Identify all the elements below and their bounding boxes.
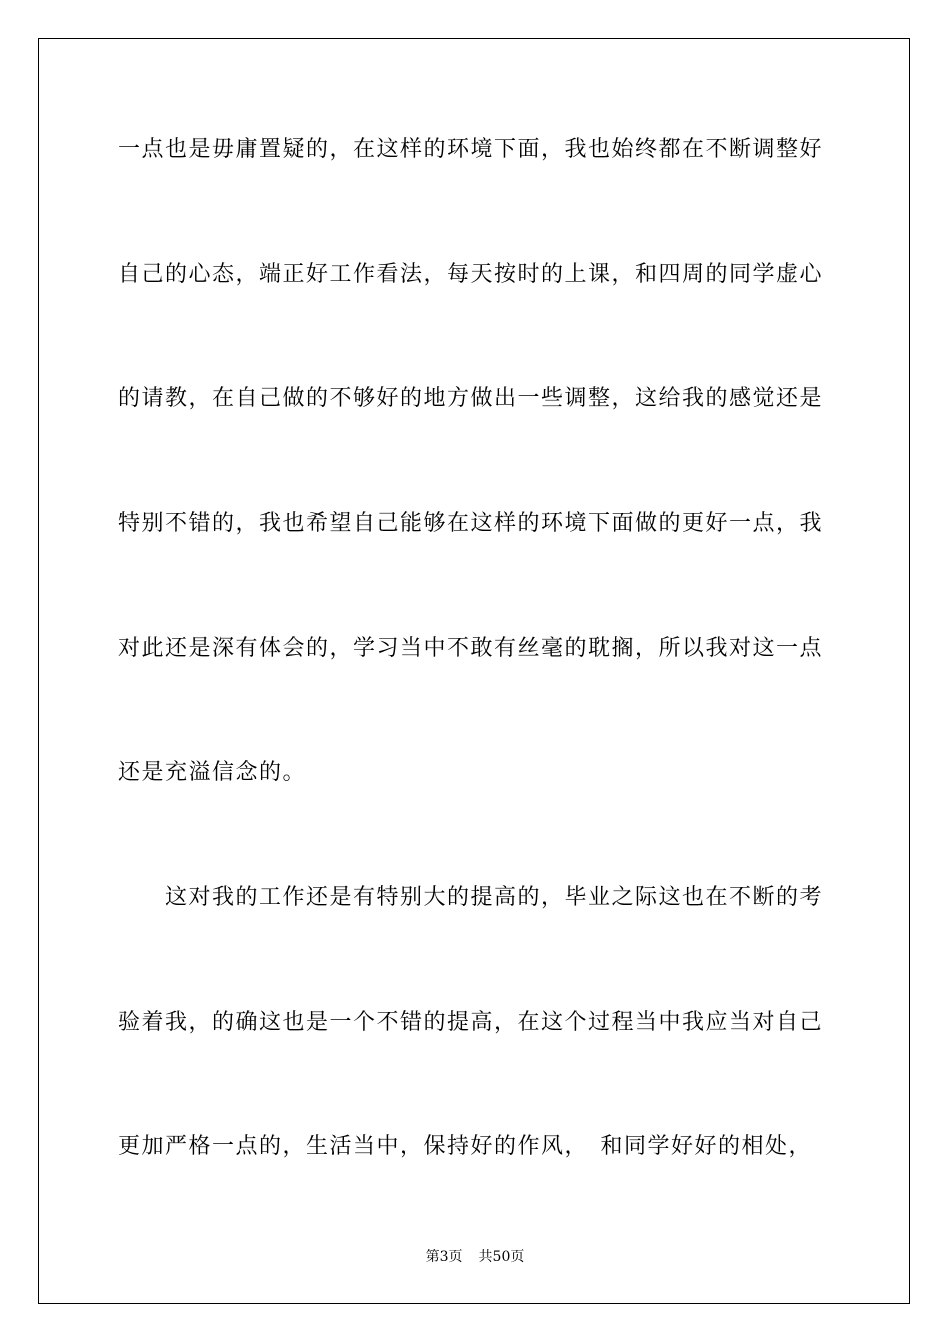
text-line: 特别不错的，我也希望自己能够在这样的环境下面做的更好一点，我 [118, 511, 824, 536]
text-line: 这对我的工作还是有特别大的提高的，毕业之际这也在不断的考 [118, 885, 824, 910]
page-number: 第3页 [425, 1249, 463, 1265]
text-line: 对此还是深有体会的，学习当中不敢有丝毫的耽搁，所以我对这一点 [118, 636, 824, 661]
page-border [38, 38, 910, 1304]
text-line: 验着我，的确这也是一个不错的提高，在这个过程当中我应当对自己 [118, 1010, 824, 1035]
text-line: 自己的心态，端正好工作看法，每天按时的上课，和四周的同学虚心 [118, 262, 824, 287]
text-line: 更加严格一点的，生活当中，保持好的作风， 和同学好好的相处， [118, 1134, 813, 1159]
total-pages: 共50页 [478, 1249, 525, 1265]
page-footer [0, 1248, 950, 1266]
text-line: 还是充溢信念的。 [118, 760, 307, 785]
text-line: 一点也是毋庸置疑的，在这样的环境下面，我也始终都在不断调整好 [118, 137, 824, 162]
text-line: 的请教，在自己做的不够好的地方做出一些调整，这给我的感觉还是 [118, 386, 824, 411]
